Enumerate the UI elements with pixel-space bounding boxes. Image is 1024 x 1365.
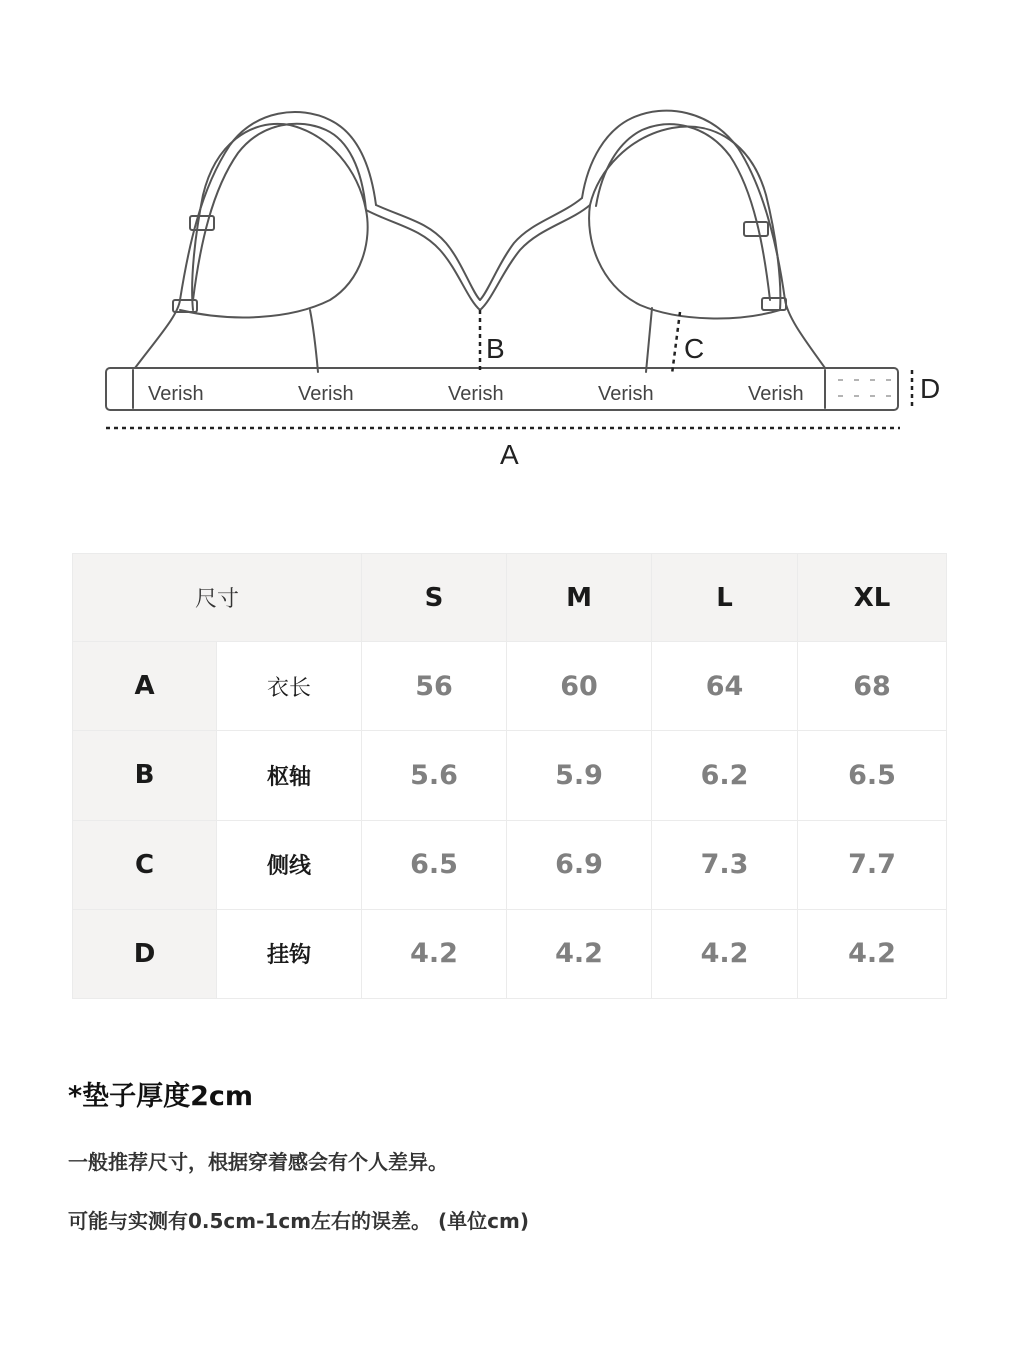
table-header-row xyxy=(73,554,947,642)
row-value: 6.5 xyxy=(362,820,507,909)
table-row xyxy=(73,731,947,820)
band-brand-5: Verish xyxy=(748,383,804,405)
size-table xyxy=(72,553,947,999)
label-b: B xyxy=(486,333,505,364)
row-code: C xyxy=(73,820,217,909)
row-name: 侧线 xyxy=(217,820,362,909)
table-row xyxy=(73,820,947,909)
measure-c-line xyxy=(672,312,680,374)
row-value: 56 xyxy=(362,642,507,731)
row-code: D xyxy=(73,909,217,998)
table-row xyxy=(73,909,947,998)
header-size-s: S xyxy=(362,554,507,642)
label-a: A xyxy=(500,439,519,470)
row-name: 衣长 xyxy=(217,642,362,731)
row-value: 4.2 xyxy=(798,909,947,998)
row-value: 4.2 xyxy=(507,909,652,998)
label-c: C xyxy=(684,333,705,364)
row-value: 5.9 xyxy=(507,731,652,820)
row-value: 6.2 xyxy=(652,731,798,820)
pad-thickness-note: *垫子厚度2cm xyxy=(68,1081,254,1112)
band-brand-3: Verish xyxy=(448,383,504,405)
header-size-label: 尺寸 xyxy=(73,554,362,642)
center-gore xyxy=(366,205,590,310)
row-code: A xyxy=(73,642,217,731)
row-value: 7.3 xyxy=(652,820,798,909)
row-value: 7.7 xyxy=(798,820,947,909)
bra-illustration xyxy=(0,0,1024,500)
row-value: 68 xyxy=(798,642,947,731)
left-strap xyxy=(135,112,376,368)
header-size-l: L xyxy=(652,554,798,642)
header-size-m: M xyxy=(507,554,652,642)
row-code: B xyxy=(73,731,217,820)
header-size-xl: XL xyxy=(798,554,947,642)
row-value: 6.9 xyxy=(507,820,652,909)
bra-measurement-diagram xyxy=(0,0,1024,500)
row-value: 64 xyxy=(652,642,798,731)
row-value: 60 xyxy=(507,642,652,731)
hook-eye-closure xyxy=(838,380,891,396)
band-brand-1: Verish xyxy=(148,383,204,405)
row-name: 挂钩 xyxy=(217,909,362,998)
row-value: 6.5 xyxy=(798,731,947,820)
band-brand-2: Verish xyxy=(298,383,354,405)
row-name: 枢轴 xyxy=(217,731,362,820)
band-brand-4: Verish xyxy=(598,383,654,405)
row-value: 4.2 xyxy=(362,909,507,998)
label-d: D xyxy=(920,373,941,404)
measurement-error-note: 可能与实测有0.5cm-1cm左右的误差。 (单位cm) xyxy=(68,1209,529,1233)
size-recommendation-note: 一般推荐尺寸，根据穿着感会有个人差异。 xyxy=(68,1150,448,1174)
table-row xyxy=(73,642,947,731)
row-value: 4.2 xyxy=(652,909,798,998)
row-value: 5.6 xyxy=(362,731,507,820)
